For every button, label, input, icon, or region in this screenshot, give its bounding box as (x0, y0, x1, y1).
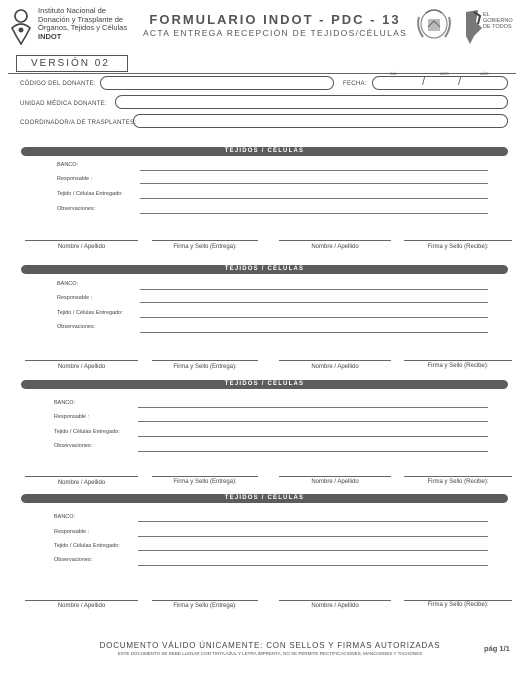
institution-acronym: INDOT (38, 31, 62, 41)
name-label: Nombre / Apellido (57, 244, 106, 250)
observations-field[interactable] (140, 332, 488, 333)
receive-signature-line[interactable] (404, 476, 512, 477)
gov-text-line: EL (483, 12, 490, 18)
footer-instructions: ESTE DOCUMENTO SE DEBE LLENAR CON TINTA AZUL Y LETRA IMPRENTA, NO SE PERMITE RECTIFICACIONES, MANCHONES Y TACHONES (117, 651, 423, 656)
gov-text-line: DE TODOS (483, 24, 512, 30)
footer-validity-note: DOCUMENTO VÁLIDO ÚNICAMENTE: CON SELLOS Y FIRMAS AUTORIZADAS (99, 641, 441, 650)
observations-label: Observaciones: (57, 324, 96, 330)
month-label: MES (440, 71, 449, 76)
deliver-signature-line[interactable] (152, 476, 258, 477)
name-label: Nombre / Apellido (311, 244, 359, 250)
coordinator-field[interactable] (133, 114, 508, 128)
bank-label: BANCO: (57, 162, 79, 168)
bank-label: BANCO: (54, 514, 76, 520)
responsible-field[interactable] (138, 421, 488, 422)
version-box: VERSIÓN 02 (16, 55, 128, 72)
national-seal-icon (414, 5, 454, 43)
date-separator: / (458, 76, 462, 88)
deliver-sign-label: Firma y Sello (Entrega): (173, 364, 237, 370)
name-label: Nombre / Apellido (311, 479, 359, 485)
bank-field[interactable] (140, 170, 488, 171)
deliver-signature-line[interactable] (152, 600, 258, 601)
responsible-label: Responsable : (54, 529, 90, 535)
gov-text-line: GOBIERNO (483, 18, 513, 24)
name-signature-line[interactable] (25, 360, 138, 361)
name-signature-line[interactable] (25, 476, 138, 477)
receive-signature-line[interactable] (404, 600, 512, 601)
form-subtitle: ACTA ENTREGA RECEPCIÓN DE TEJIDOS/CÉLULAS (142, 28, 408, 38)
section-header: TEJIDOS / CÉLULAS (21, 265, 508, 274)
tissue-section (0, 379, 522, 499)
receive-sign-label: Firma y Sello (Recibe): (427, 479, 489, 485)
medical-unit-label: UNIDAD MÉDICA DONANTE: (20, 101, 107, 107)
form-title: FORMULARIO INDOT - PDC - 13 (149, 12, 401, 27)
responsible-field[interactable] (140, 302, 488, 303)
responsible-field[interactable] (138, 536, 488, 537)
delivered-field[interactable] (140, 198, 488, 199)
date-label: FECHA: (343, 81, 367, 87)
institution-line: Donación y Trasplante de (38, 14, 124, 24)
deliver-signature-line[interactable] (152, 360, 258, 361)
name-signature-line[interactable] (25, 600, 138, 601)
name-label: Nombre / Apellido (311, 603, 359, 609)
donor-code-label: CÓDIGO DEL DONANTE: (20, 81, 96, 87)
name-signature-line[interactable] (25, 240, 138, 241)
observations-field[interactable] (138, 451, 488, 452)
observations-label: Observaciones: (54, 557, 93, 563)
page-number: pág 1/1 (484, 644, 510, 653)
name-signature-line[interactable] (279, 360, 391, 361)
responsible-field[interactable] (140, 183, 488, 184)
delivered-label: Tejido / Células Entregado: (54, 429, 120, 435)
institution-name (38, 7, 127, 41)
indot-logo-icon (8, 6, 34, 46)
delivered-field[interactable] (140, 317, 488, 318)
delivered-label: Tejido / Células Entregado: (54, 543, 120, 549)
delivered-label: Tejido / Células Entregado: (57, 310, 123, 316)
name-label: Nombre / Apellido (57, 603, 106, 609)
name-label: Nombre / Apellido (57, 480, 106, 486)
name-label: Nombre / Apellido (311, 364, 359, 370)
bank-field[interactable] (138, 407, 488, 408)
observations-label: Observaciones: (54, 443, 93, 449)
observations-label: Observaciones: (57, 206, 96, 212)
name-signature-line[interactable] (279, 600, 391, 601)
bank-label: BANCO: (54, 400, 76, 406)
coordinator-label: COORDINADOR/A DE TRASPLANTES: (20, 120, 137, 126)
observations-field[interactable] (140, 213, 488, 214)
receive-sign-label: Firma y Sello (Recibe): (427, 244, 489, 250)
section-header: TEJIDOS / CÉLULAS (21, 380, 508, 389)
year-label: AÑO (480, 71, 489, 76)
delivered-field[interactable] (138, 550, 488, 551)
deliver-sign-label: Firma y Sello (Entrega): (173, 603, 237, 609)
responsible-label: Responsable : (57, 176, 93, 182)
donor-code-field[interactable] (100, 76, 334, 90)
day-label: DÍA (390, 71, 397, 76)
receive-sign-label: Firma y Sello (Recibe): (427, 363, 489, 369)
deliver-signature-line[interactable] (152, 240, 258, 241)
bank-field[interactable] (138, 521, 488, 522)
deliver-sign-label: Firma y Sello (Entrega): (173, 244, 237, 250)
bank-label: BANCO: (57, 281, 79, 287)
tissue-section (0, 493, 522, 613)
responsible-label: Responsable : (54, 414, 90, 420)
date-field[interactable] (372, 76, 508, 90)
section-header: TEJIDOS / CÉLULAS (21, 147, 508, 156)
receive-signature-line[interactable] (404, 360, 512, 361)
tissue-section (0, 146, 522, 266)
receive-signature-line[interactable] (404, 240, 512, 241)
bank-field[interactable] (140, 289, 488, 290)
observations-field[interactable] (138, 565, 488, 566)
name-signature-line[interactable] (279, 476, 391, 477)
deliver-sign-label: Firma y Sello (Entrega): (173, 479, 237, 485)
institution-line: Órganos, Tejidos y Células (38, 23, 128, 33)
delivered-label: Tejido / Células Entregado: (57, 191, 123, 197)
receive-sign-label: Firma y Sello (Recibe): (427, 602, 489, 608)
delivered-field[interactable] (138, 436, 488, 437)
institution-line: Instituto Nacional de (38, 6, 106, 15)
date-separator: / (422, 76, 426, 88)
responsible-label: Responsable : (57, 295, 93, 301)
name-label: Nombre / Apellido (57, 364, 106, 370)
government-logo-text (483, 12, 513, 30)
tissue-section (0, 264, 522, 384)
medical-unit-field[interactable] (115, 95, 508, 109)
name-signature-line[interactable] (279, 240, 391, 241)
section-header: TEJIDOS / CÉLULAS (21, 494, 508, 503)
